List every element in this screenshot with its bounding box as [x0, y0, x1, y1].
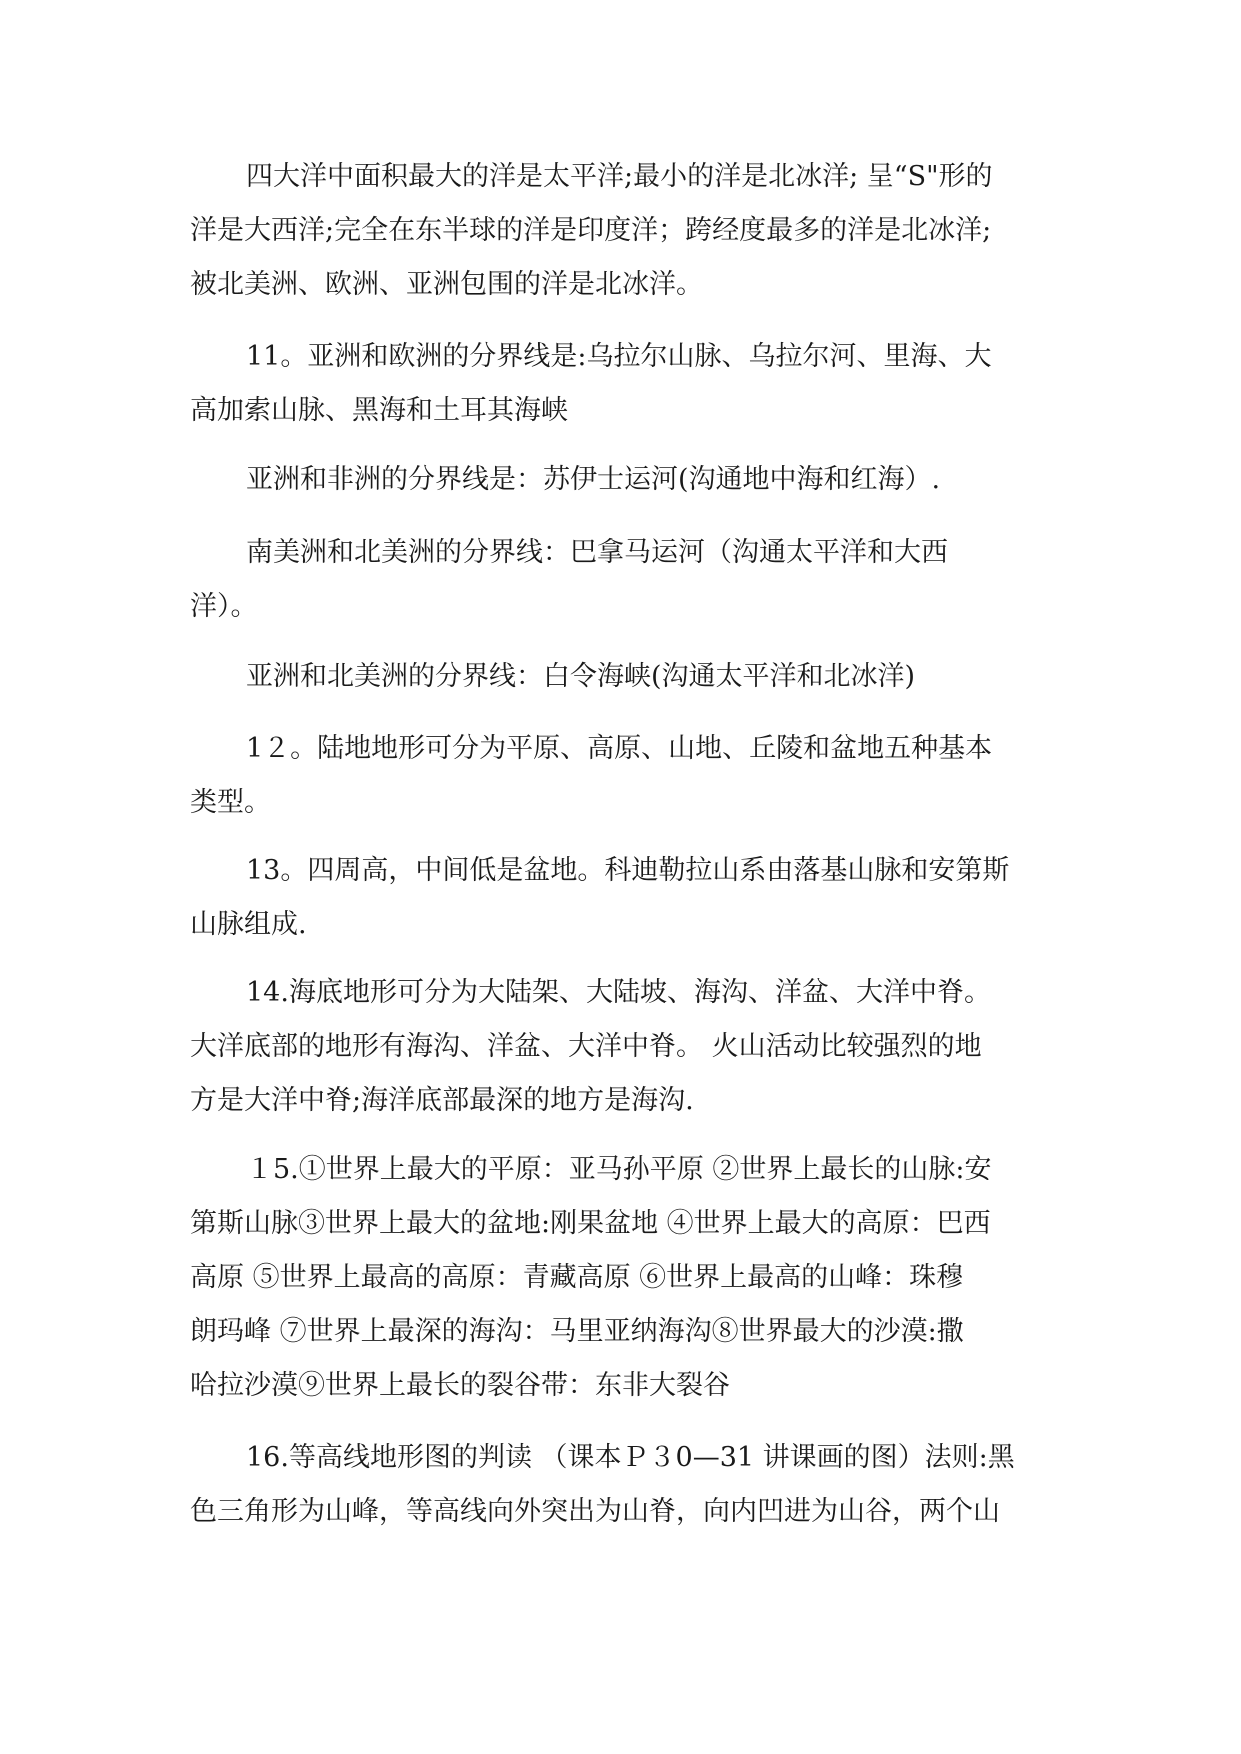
text-line: 亚洲和非洲的分界线是：苏伊士运河(沟通地中海和红海）.	[246, 464, 941, 495]
text-line: 四大洋中面积最大的洋是太平洋;最小的洋是北冰洋; 呈“S"形的	[246, 161, 993, 192]
text-line: 哈拉沙漠⑨世界上最长的裂谷带：东非大裂谷	[190, 1370, 730, 1401]
text-line: 大洋底部的地形有海沟、洋盆、大洋中脊。 火山活动比较强烈的地	[190, 1031, 982, 1062]
text-line: 高加索山脉、黑海和土耳其海峡	[190, 395, 568, 426]
text-line: 亚洲和北美洲的分界线：白令海峡(沟通太平洋和北冰洋)	[246, 661, 916, 692]
text-line: 第斯山脉③世界上最大的盆地:刚果盆地 ④世界上最大的高原：巴西	[190, 1208, 991, 1239]
paragraph-americas	[190, 526, 1070, 634]
text-line: 被北美洲、欧洲、亚洲包围的洋是北冰洋。	[190, 269, 703, 300]
text-line: 洋是大西洋;完全在东半球的洋是印度洋；跨经度最多的洋是北冰洋;	[190, 215, 992, 246]
text-line: 方是大洋中脊;海洋底部最深的地方是海沟.	[190, 1085, 694, 1116]
paragraph-item-12	[190, 722, 1070, 830]
paragraph-item-13	[190, 844, 1070, 952]
text-line: 类型。	[190, 787, 271, 818]
text-line: 16.等高线地形图的判读 （课本Ｐ３0—31 讲课画的图）法则:黑	[246, 1442, 1015, 1473]
paragraph-oceans	[190, 150, 1070, 312]
text-line: 14.海底地形可分为大陆架、大陆坡、海沟、洋盆、大洋中脊。	[246, 977, 991, 1008]
text-line: 1２。陆地地形可分为平原、高原、山地、丘陵和盆地五种基本	[246, 733, 993, 764]
paragraph-item-11	[190, 330, 1070, 438]
text-line: １5.①世界上最大的平原：亚马孙平原 ②世界上最长的山脉:安	[246, 1154, 992, 1185]
text-line: 洋）。	[190, 591, 258, 622]
text-line: 山脉组成.	[190, 909, 307, 940]
paragraph-item-15	[190, 1143, 1070, 1413]
paragraph-asia-africa	[190, 453, 1070, 507]
text-line: 高原 ⑤世界上最高的高原：青藏高原 ⑥世界上最高的山峰：珠穆	[190, 1262, 964, 1293]
text-line: 11。亚洲和欧洲的分界线是:乌拉尔山脉、乌拉尔河、里海、大	[246, 341, 992, 372]
paragraph-item-14	[190, 966, 1070, 1128]
text-line: 色三角形为山峰，等高线向外突出为山脊，向内凹进为山谷，两个山	[190, 1496, 1000, 1527]
text-line: 13。四周高，中间低是盆地。科迪勒拉山系由落基山脉和安第斯	[246, 855, 1010, 886]
paragraph-item-16	[190, 1431, 1070, 1539]
text-line: 朗玛峰 ⑦世界上最深的海沟：马里亚纳海沟⑧世界最大的沙漠:撒	[190, 1316, 964, 1347]
text-line: 南美洲和北美洲的分界线：巴拿马运河（沟通太平洋和大西	[246, 537, 948, 568]
paragraph-asia-namerica	[190, 650, 1070, 704]
